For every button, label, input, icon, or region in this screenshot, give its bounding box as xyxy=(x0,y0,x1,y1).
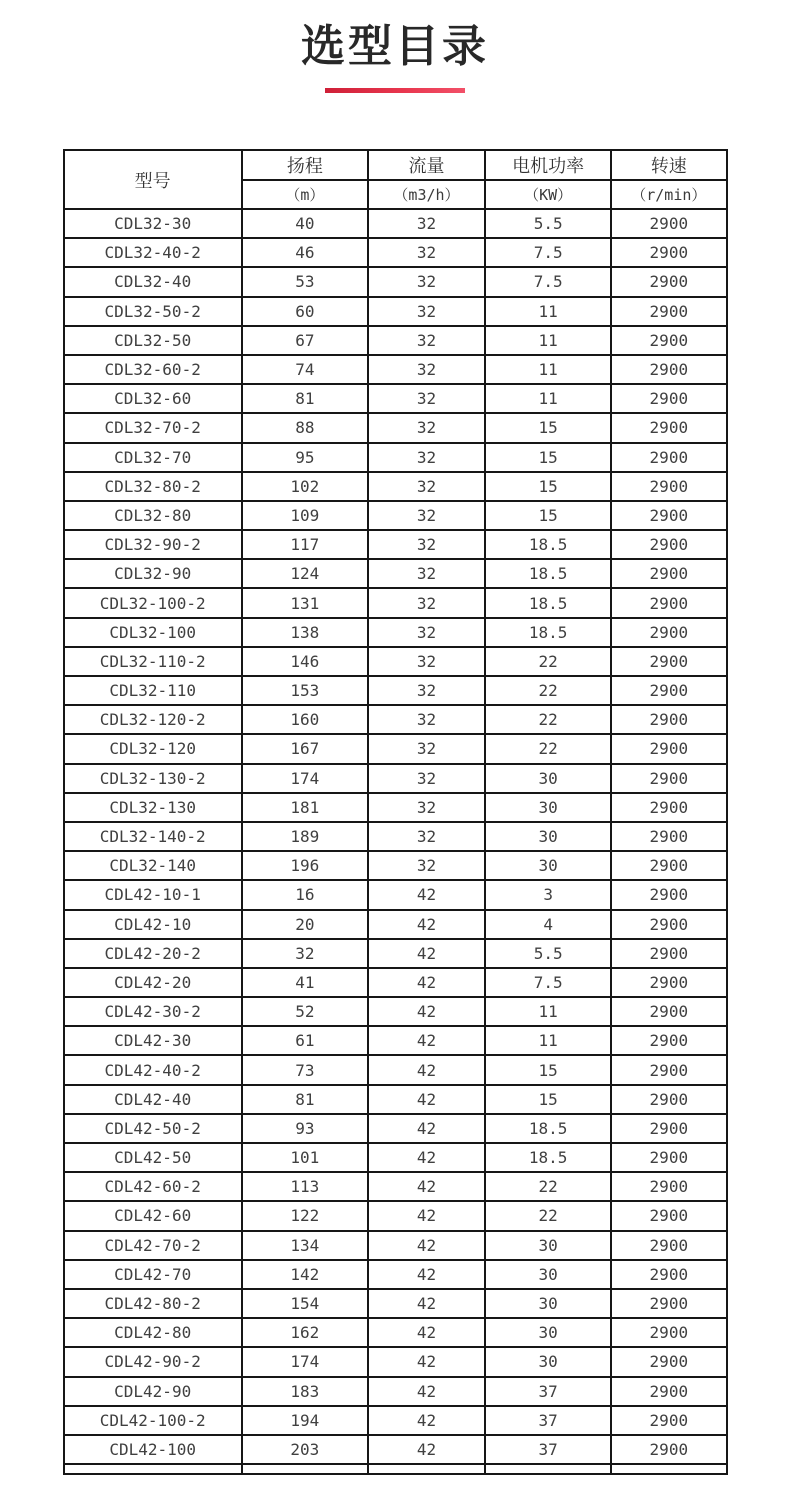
cell-power: 18.5 xyxy=(485,530,611,559)
cell-model: CDL32-100 xyxy=(64,618,242,647)
table-row xyxy=(64,384,727,413)
cell-model: CDL42-100 xyxy=(64,1435,242,1464)
table-row xyxy=(64,1114,727,1143)
cell-power: 15 xyxy=(485,1055,611,1084)
cell-flow: 32 xyxy=(368,238,485,267)
cell-speed: 2900 xyxy=(611,705,726,734)
cell-flow: 42 xyxy=(368,1289,485,1318)
cell-model: CDL32-110 xyxy=(64,676,242,705)
cell-head: 113 xyxy=(242,1172,368,1201)
cell-model: CDL32-90-2 xyxy=(64,530,242,559)
cell-head: 131 xyxy=(242,588,368,617)
cell-head: 183 xyxy=(242,1377,368,1406)
cell-speed: 2900 xyxy=(611,997,726,1026)
cell-model: CDL42-30-2 xyxy=(64,997,242,1026)
cell-power: 7.5 xyxy=(485,968,611,997)
selection-catalog-table xyxy=(63,149,728,1475)
cell-speed: 2900 xyxy=(611,1055,726,1084)
cell-speed: 2900 xyxy=(611,910,726,939)
cell-flow: 32 xyxy=(368,559,485,588)
cell-head: 41 xyxy=(242,968,368,997)
cell-head: 162 xyxy=(242,1318,368,1347)
cell-power: 18.5 xyxy=(485,1114,611,1143)
cell-model: CDL42-50 xyxy=(64,1143,242,1172)
cell-speed: 2900 xyxy=(611,939,726,968)
cell-speed: 2900 xyxy=(611,326,726,355)
cell-head: 146 xyxy=(242,647,368,676)
cell-head: 88 xyxy=(242,413,368,442)
cell-power: 30 xyxy=(485,851,611,880)
cell-head: 20 xyxy=(242,910,368,939)
table-row-partial xyxy=(64,1464,727,1474)
cell-flow: 42 xyxy=(368,939,485,968)
cell-speed: 2900 xyxy=(611,413,726,442)
table-row xyxy=(64,618,727,647)
table-row xyxy=(64,1026,727,1055)
cell-power: 11 xyxy=(485,326,611,355)
cell-model: CDL32-120 xyxy=(64,734,242,763)
cell-flow: 42 xyxy=(368,1143,485,1172)
cell-power: 22 xyxy=(485,676,611,705)
cell-flow: 42 xyxy=(368,880,485,909)
cell-model: CDL42-70-2 xyxy=(64,1231,242,1260)
cell-flow: 32 xyxy=(368,764,485,793)
cell-power: 18.5 xyxy=(485,618,611,647)
cell-speed: 2900 xyxy=(611,880,726,909)
cell-model: CDL42-70 xyxy=(64,1260,242,1289)
cell-power: 15 xyxy=(485,443,611,472)
cell-model: CDL32-40 xyxy=(64,267,242,296)
cell-flow: 42 xyxy=(368,1406,485,1435)
cell-model: CDL42-20 xyxy=(64,968,242,997)
table-row xyxy=(64,530,727,559)
table-row xyxy=(64,1289,727,1318)
cell-model: CDL42-100-2 xyxy=(64,1406,242,1435)
cell-speed: 2900 xyxy=(611,647,726,676)
cell-flow: 32 xyxy=(368,355,485,384)
table-row xyxy=(64,209,727,238)
cell-model: CDL32-130 xyxy=(64,793,242,822)
table-row xyxy=(64,676,727,705)
cell-power: 18.5 xyxy=(485,559,611,588)
cell-power: 11 xyxy=(485,384,611,413)
cell-model: CDL32-140 xyxy=(64,851,242,880)
cell-model: CDL32-70-2 xyxy=(64,413,242,442)
cell-model: CDL42-30 xyxy=(64,1026,242,1055)
cell-head: 93 xyxy=(242,1114,368,1143)
cell-flow: 42 xyxy=(368,1114,485,1143)
cell-speed: 2900 xyxy=(611,1201,726,1230)
cell-head: 40 xyxy=(242,209,368,238)
cell-head: 117 xyxy=(242,530,368,559)
table-row xyxy=(64,238,727,267)
cell-flow: 32 xyxy=(368,267,485,296)
table-body xyxy=(64,209,727,1474)
cell-speed: 2900 xyxy=(611,384,726,413)
table-row xyxy=(64,1435,727,1464)
cell-model: CDL32-130-2 xyxy=(64,764,242,793)
table-row xyxy=(64,1172,727,1201)
table-row xyxy=(64,997,727,1026)
table-row xyxy=(64,1201,727,1230)
cell-head: 203 xyxy=(242,1435,368,1464)
cell-head: 196 xyxy=(242,851,368,880)
table-row xyxy=(64,413,727,442)
table-row xyxy=(64,1347,727,1376)
cell-speed: 2900 xyxy=(611,618,726,647)
column-unit-head: （m） xyxy=(242,180,368,210)
cell-model: CDL32-80 xyxy=(64,501,242,530)
cell-flow: 32 xyxy=(368,793,485,822)
cell-power: 30 xyxy=(485,1231,611,1260)
cell-power: 5.5 xyxy=(485,209,611,238)
column-header-head: 扬程 xyxy=(242,150,368,180)
cell-model: CDL42-80 xyxy=(64,1318,242,1347)
cell-speed: 2900 xyxy=(611,734,726,763)
cell-empty xyxy=(64,1464,242,1474)
cell-head: 95 xyxy=(242,443,368,472)
column-header-speed: 转速 xyxy=(611,150,726,180)
title-underline-accent xyxy=(325,88,465,93)
cell-flow: 32 xyxy=(368,472,485,501)
cell-head: 142 xyxy=(242,1260,368,1289)
cell-speed: 2900 xyxy=(611,1347,726,1376)
cell-speed: 2900 xyxy=(611,267,726,296)
cell-model: CDL32-60-2 xyxy=(64,355,242,384)
cell-head: 154 xyxy=(242,1289,368,1318)
table-row xyxy=(64,559,727,588)
cell-model: CDL32-140-2 xyxy=(64,822,242,851)
table-row xyxy=(64,705,727,734)
table-row xyxy=(64,1318,727,1347)
cell-head: 174 xyxy=(242,764,368,793)
table-row xyxy=(64,910,727,939)
cell-speed: 2900 xyxy=(611,968,726,997)
column-unit-flow: （m3/h） xyxy=(368,180,485,210)
cell-speed: 2900 xyxy=(611,443,726,472)
cell-flow: 32 xyxy=(368,443,485,472)
cell-model: CDL32-100-2 xyxy=(64,588,242,617)
column-unit-speed: （r/min） xyxy=(611,180,726,210)
cell-model: CDL42-10 xyxy=(64,910,242,939)
table-row xyxy=(64,764,727,793)
cell-speed: 2900 xyxy=(611,209,726,238)
cell-model: CDL32-30 xyxy=(64,209,242,238)
cell-speed: 2900 xyxy=(611,1143,726,1172)
cell-model: CDL42-20-2 xyxy=(64,939,242,968)
cell-head: 167 xyxy=(242,734,368,763)
table-row xyxy=(64,355,727,384)
cell-power: 30 xyxy=(485,1260,611,1289)
cell-head: 160 xyxy=(242,705,368,734)
cell-power: 22 xyxy=(485,1172,611,1201)
table-row xyxy=(64,1260,727,1289)
cell-flow: 42 xyxy=(368,1318,485,1347)
cell-power: 37 xyxy=(485,1406,611,1435)
cell-power: 22 xyxy=(485,705,611,734)
table-row xyxy=(64,1085,727,1114)
cell-speed: 2900 xyxy=(611,1260,726,1289)
cell-power: 37 xyxy=(485,1377,611,1406)
cell-model: CDL32-40-2 xyxy=(64,238,242,267)
cell-power: 5.5 xyxy=(485,939,611,968)
cell-speed: 2900 xyxy=(611,501,726,530)
cell-speed: 2900 xyxy=(611,1085,726,1114)
cell-speed: 2900 xyxy=(611,851,726,880)
cell-model: CDL42-60 xyxy=(64,1201,242,1230)
cell-power: 15 xyxy=(485,413,611,442)
cell-head: 81 xyxy=(242,1085,368,1114)
cell-speed: 2900 xyxy=(611,472,726,501)
cell-power: 11 xyxy=(485,297,611,326)
cell-model: CDL32-50 xyxy=(64,326,242,355)
cell-flow: 42 xyxy=(368,968,485,997)
cell-flow: 32 xyxy=(368,384,485,413)
cell-power: 30 xyxy=(485,822,611,851)
cell-power: 22 xyxy=(485,734,611,763)
cell-head: 124 xyxy=(242,559,368,588)
cell-power: 30 xyxy=(485,1289,611,1318)
table-row xyxy=(64,297,727,326)
cell-power: 30 xyxy=(485,764,611,793)
cell-power: 30 xyxy=(485,793,611,822)
column-header-power: 电机功率 xyxy=(485,150,611,180)
table-row xyxy=(64,501,727,530)
cell-flow: 32 xyxy=(368,618,485,647)
cell-model: CDL32-60 xyxy=(64,384,242,413)
cell-model: CDL42-10-1 xyxy=(64,880,242,909)
cell-speed: 2900 xyxy=(611,297,726,326)
column-header-flow: 流量 xyxy=(368,150,485,180)
cell-speed: 2900 xyxy=(611,1435,726,1464)
cell-flow: 42 xyxy=(368,910,485,939)
cell-head: 60 xyxy=(242,297,368,326)
cell-speed: 2900 xyxy=(611,559,726,588)
cell-power: 11 xyxy=(485,997,611,1026)
cell-head: 46 xyxy=(242,238,368,267)
cell-speed: 2900 xyxy=(611,530,726,559)
table-row xyxy=(64,1143,727,1172)
cell-power: 15 xyxy=(485,472,611,501)
cell-model: CDL32-80-2 xyxy=(64,472,242,501)
cell-power: 22 xyxy=(485,1201,611,1230)
cell-power: 37 xyxy=(485,1435,611,1464)
cell-flow: 42 xyxy=(368,1377,485,1406)
cell-speed: 2900 xyxy=(611,1172,726,1201)
cell-head: 194 xyxy=(242,1406,368,1435)
cell-flow: 42 xyxy=(368,1435,485,1464)
cell-flow: 42 xyxy=(368,1201,485,1230)
table-row xyxy=(64,647,727,676)
cell-model: CDL42-40-2 xyxy=(64,1055,242,1084)
cell-model: CDL42-80-2 xyxy=(64,1289,242,1318)
cell-power: 7.5 xyxy=(485,238,611,267)
cell-speed: 2900 xyxy=(611,1231,726,1260)
cell-power: 4 xyxy=(485,910,611,939)
cell-model: CDL42-40 xyxy=(64,1085,242,1114)
cell-speed: 2900 xyxy=(611,764,726,793)
cell-flow: 32 xyxy=(368,297,485,326)
table-row xyxy=(64,1377,727,1406)
cell-head: 109 xyxy=(242,501,368,530)
table-row xyxy=(64,1055,727,1084)
column-header-model: 型号 xyxy=(64,150,242,209)
cell-head: 174 xyxy=(242,1347,368,1376)
cell-head: 74 xyxy=(242,355,368,384)
cell-model: CDL42-90 xyxy=(64,1377,242,1406)
table-row xyxy=(64,588,727,617)
cell-model: CDL32-50-2 xyxy=(64,297,242,326)
cell-flow: 32 xyxy=(368,588,485,617)
cell-power: 15 xyxy=(485,1085,611,1114)
table-header xyxy=(64,150,727,209)
cell-speed: 2900 xyxy=(611,355,726,384)
cell-flow: 42 xyxy=(368,997,485,1026)
cell-speed: 2900 xyxy=(611,1026,726,1055)
cell-head: 32 xyxy=(242,939,368,968)
cell-speed: 2900 xyxy=(611,676,726,705)
cell-speed: 2900 xyxy=(611,1114,726,1143)
table-row xyxy=(64,443,727,472)
cell-power: 30 xyxy=(485,1347,611,1376)
table-row xyxy=(64,267,727,296)
cell-head: 153 xyxy=(242,676,368,705)
header-label-row xyxy=(64,150,727,180)
table-row xyxy=(64,1406,727,1435)
cell-flow: 32 xyxy=(368,413,485,442)
cell-head: 189 xyxy=(242,822,368,851)
cell-model: CDL42-60-2 xyxy=(64,1172,242,1201)
cell-model: CDL32-110-2 xyxy=(64,647,242,676)
table-row xyxy=(64,1231,727,1260)
table-row xyxy=(64,326,727,355)
cell-head: 52 xyxy=(242,997,368,1026)
cell-model: CDL32-120-2 xyxy=(64,705,242,734)
cell-empty xyxy=(611,1464,726,1474)
cell-power: 11 xyxy=(485,355,611,384)
cell-power: 3 xyxy=(485,880,611,909)
column-unit-power: （KW） xyxy=(485,180,611,210)
cell-empty xyxy=(368,1464,485,1474)
table-row xyxy=(64,851,727,880)
cell-power: 7.5 xyxy=(485,267,611,296)
cell-model: CDL32-70 xyxy=(64,443,242,472)
cell-speed: 2900 xyxy=(611,1406,726,1435)
cell-head: 134 xyxy=(242,1231,368,1260)
cell-flow: 42 xyxy=(368,1347,485,1376)
cell-head: 73 xyxy=(242,1055,368,1084)
cell-model: CDL42-50-2 xyxy=(64,1114,242,1143)
cell-empty xyxy=(242,1464,368,1474)
cell-head: 53 xyxy=(242,267,368,296)
cell-flow: 42 xyxy=(368,1172,485,1201)
cell-head: 16 xyxy=(242,880,368,909)
cell-speed: 2900 xyxy=(611,793,726,822)
cell-flow: 32 xyxy=(368,501,485,530)
table-row xyxy=(64,472,727,501)
cell-flow: 32 xyxy=(368,647,485,676)
cell-speed: 2900 xyxy=(611,822,726,851)
cell-power: 30 xyxy=(485,1318,611,1347)
cell-flow: 32 xyxy=(368,851,485,880)
cell-flow: 42 xyxy=(368,1260,485,1289)
cell-power: 18.5 xyxy=(485,588,611,617)
cell-head: 102 xyxy=(242,472,368,501)
cell-head: 61 xyxy=(242,1026,368,1055)
cell-power: 11 xyxy=(485,1026,611,1055)
table-row xyxy=(64,968,727,997)
cell-head: 122 xyxy=(242,1201,368,1230)
cell-head: 181 xyxy=(242,793,368,822)
cell-speed: 2900 xyxy=(611,1377,726,1406)
table-row xyxy=(64,880,727,909)
cell-power: 15 xyxy=(485,501,611,530)
table-row xyxy=(64,793,727,822)
cell-power: 18.5 xyxy=(485,1143,611,1172)
cell-speed: 2900 xyxy=(611,588,726,617)
cell-head: 67 xyxy=(242,326,368,355)
cell-flow: 42 xyxy=(368,1085,485,1114)
cell-empty xyxy=(485,1464,611,1474)
cell-flow: 32 xyxy=(368,734,485,763)
table-row xyxy=(64,734,727,763)
cell-speed: 2900 xyxy=(611,1318,726,1347)
cell-flow: 42 xyxy=(368,1026,485,1055)
cell-flow: 32 xyxy=(368,209,485,238)
cell-model: CDL42-90-2 xyxy=(64,1347,242,1376)
table-row xyxy=(64,822,727,851)
cell-head: 138 xyxy=(242,618,368,647)
cell-head: 101 xyxy=(242,1143,368,1172)
cell-flow: 32 xyxy=(368,705,485,734)
cell-flow: 32 xyxy=(368,822,485,851)
cell-power: 22 xyxy=(485,647,611,676)
cell-flow: 32 xyxy=(368,676,485,705)
cell-head: 81 xyxy=(242,384,368,413)
cell-speed: 2900 xyxy=(611,1289,726,1318)
cell-model: CDL32-90 xyxy=(64,559,242,588)
cell-flow: 42 xyxy=(368,1231,485,1260)
page-title: 选型目录 xyxy=(301,21,489,72)
cell-flow: 32 xyxy=(368,326,485,355)
table-row xyxy=(64,939,727,968)
cell-flow: 42 xyxy=(368,1055,485,1084)
cell-speed: 2900 xyxy=(611,238,726,267)
cell-flow: 32 xyxy=(368,530,485,559)
